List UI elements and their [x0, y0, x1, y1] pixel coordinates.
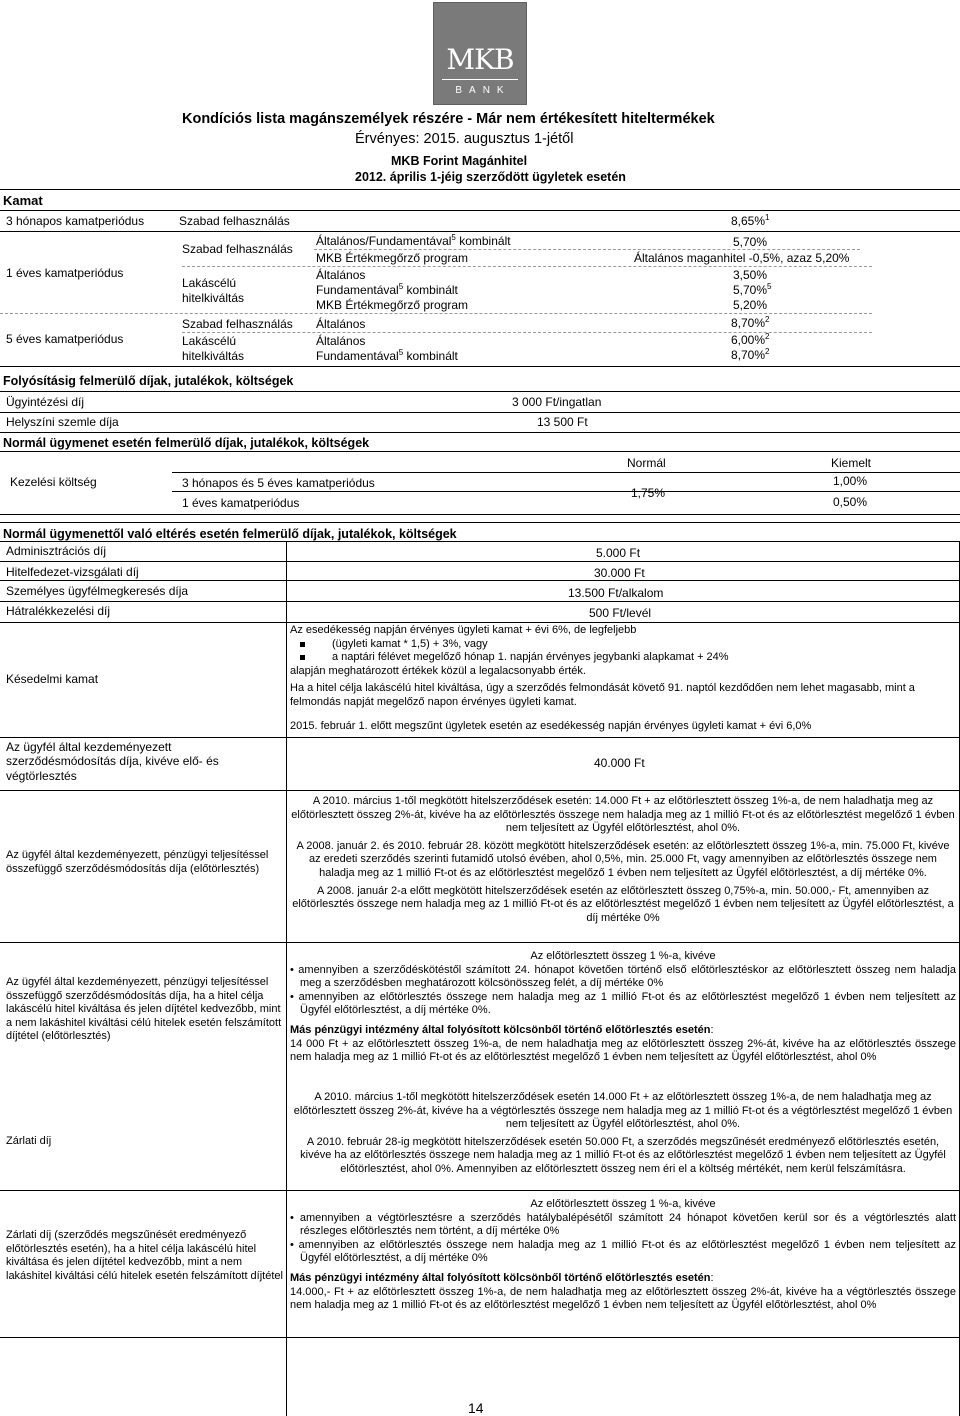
product-name: MKB Forint Magánhitel [391, 154, 528, 168]
housing-label-1a: Lakáscélú [182, 276, 237, 290]
close2-bullet-2: • amennyiben az előtörlesztés összege nem haladja meg az 1 millió Ft-ot és az előtörlesztést megelőző 1 évben nem teljesített az Ügyfél előtörlesztést, a díj mértéke 0% [290, 1238, 956, 1265]
prepay-fee-label: Az ügyfél által kezdeményezett, pénzügyi teljesítéssel összefüggő szerződésmódosítás díja (előtörlesztés) [6, 849, 269, 875]
survey-fee-label: Helyszíni szemle díja [6, 415, 119, 429]
closing-fee-detail [290, 1091, 956, 1177]
closing-refi-detail [290, 1198, 956, 1313]
handling-fee-label: Kezelési költség [10, 475, 97, 489]
cover-fee-value: 30.000 Ft [594, 566, 645, 580]
close2-bold-line: Más pénzügyi intézmény által folyósított kölcsönből történő előtörlesztés esetén: [290, 1271, 714, 1284]
modify-fee-label: Az ügyfél által kezdeményezett szerződésmódosítás díja, kivéve elő- és végtörlesztés [6, 740, 219, 783]
visit-fee-label: Személyes ügyfélmegkeresés díja [6, 584, 189, 598]
product-scope: 2012. április 1-jéig szerződött ügyletek esetén [355, 170, 626, 184]
handling-normal-value: 1,75% [631, 486, 666, 500]
closing-refi-label: Zárlati díj (szerződés megszűnését eredményező előtörlesztés esetén), ha a hitel célja lakáscélú hitel kiváltása és jelen díjtétel kedvezőbb, mint a nem lakáshitel kiváltási célú hitelek esetén felszámított díjtétel [6, 1229, 283, 1282]
arrears-fee-value: 500 Ft/levél [589, 606, 652, 620]
deviation-fees-heading: Normál ügymenettől való eltérés esetén felmerülő díjak, jutalékok, költségek [3, 527, 457, 541]
handling-row2-highlight: 0,50% [833, 495, 868, 509]
prepay-p2: A 2008. január 2. és 2010. február 28. között megkötött hitelszerződések esetén: az előtörlesztett összeg 1%-a, min. 75.000 Ft, kivéve az eredeti szerződés szerinti futamidő utolsó évében, ahol 0,5%, min. 25.000 Ft, vagy amennyiben az előtörlesztés összege nem haladja meg az 1 millió Ft-ot és az előtörlesztést megelőző 1 évben nem teljesített az Ügyfél előtörlesztést, a díj mértéke 0%. [296, 839, 950, 879]
refi-prepay-label: Az ügyfél által kezdeményezett, pénzügyi teljesítéssel összefüggő szerződésmódosítás díja, ha a hitel célja lakáscélú hitel kiváltása és jelen díjtétel kedvezőbb, mint a nem lakáshitel kiváltási célú hitelek esetén felszámított díjtétel (előtörlesztés) [6, 976, 282, 1042]
cover-fee-label: Hitelfedezet-vizsgálati díj [6, 565, 139, 579]
close-p2: A 2010. február 28-ig megkötött hitelszerződések esetén 50.000 Ft, a szerződés megszűnését eredményező előtörlesztés esetén, kivéve ha az előtörlesztés összege nem haladja meg az 1 millió Ft-ot és az előtörlesztést megelőző 1 évben nem teljesített az Ügyfél előtörlesztést, ahol 0%. Amennyiben az előtörlesztett összeg nem éri el a költség mértékét, nem kerül felszámításra. [300, 1135, 946, 1175]
close2-bullet-1: • amennyiben a végtörlesztésre a szerződés hatálybalépésétől számított 24 hónapot követően kerül sor és a végtörlesztés alatt részleges előtörlesztés nem történt, a díj mértéke 0% [290, 1211, 956, 1238]
late-p2: alapján meghatározott értékek közül a legalacsonyabb érték. [290, 664, 586, 677]
col-normal-header: Normál [627, 456, 666, 470]
handling-row2-period: 1 éves kamatperiódus [182, 496, 300, 510]
late-bullet-1: (ügyleti kamat * 1,5) + 3%, vagy [290, 638, 956, 652]
refi-p2: 14 000 Ft + az előtörlesztett összeg 1%-a, de nem haladhatja meg az előtörlesztett összeg 2%-át, kivéve ha az előtörlesztés összege nem haladja meg az 1 millió Ft-ot és az előtörlesztést megelőző 1 évben nem teljesített az Ügyfél előtörlesztést, ahol 0% [290, 1037, 956, 1064]
late-bullet-2: a naptári félévet megelőző hónap 1. napján érvényes jegybanki alapkamat + 24% [290, 651, 956, 665]
late-p4: 2015. február 1. előtt megszűnt ügyletek esetén az esedékesség napján érvényes ügyleti kamat + évi 6,0% [290, 719, 812, 732]
housing-label-2b: hitelkiváltás [182, 349, 245, 363]
rate-type-r9: Fundamentával$^5$ kombinált [316, 348, 458, 363]
row-3month-purpose: Szabad felhasználás [179, 214, 290, 228]
rate-value-r4: 3,50% [733, 268, 768, 282]
logo-brand: MKB [446, 43, 514, 76]
refi-prepay-detail [290, 950, 956, 1065]
prepay-p3: A 2008. január 2-a előtt megkötött hitelszerződések esetén az előtörlesztett összeg 0,75%-a, min. 50.000,- Ft, amennyiben az előtörlesztés összege nem haladja meg az 1 millió Ft-ot és az előtörlesztést megelőző 1 évben nem teljesített az Ügyfél előtörlesztést, a díj mértéke 0% [292, 884, 954, 924]
visit-fee-value: 13.500 Ft/alkalom [568, 586, 664, 600]
rate-value-r8: 6,00%$^2$ [731, 332, 770, 347]
one-year-period-label: 1 éves kamatperiódus [6, 266, 124, 280]
free-use-label-1: Szabad felhasználás [182, 242, 293, 256]
logo-subtitle: BANK [455, 85, 511, 96]
admin-fee-value: 3 000 Ft/ingatlan [512, 395, 602, 409]
prepay-p1: A 2010. március 1-től megkötött hitelszerződések esetén: 14.000 Ft + az előtörlesztett összeg 1%-a, de nem haladhatja meg az előtörlesztett összeg 2%-át, kivéve ha az előtörlesztés összege nem haladja meg az 1 millió Ft-ot és az előtörlesztést megelőző 1 évben nem teljesített az Ügyfél előtörlesztést, ahol 0%. [291, 795, 955, 835]
rate-type-r3: MKB Értékmegőrző program [316, 251, 469, 265]
interest-heading: Kamat [3, 193, 43, 208]
row-3month-rate: 8,65%$^1$ [731, 213, 770, 228]
rate-type-r4: Általános [316, 268, 366, 282]
rate-type-r8: Általános [316, 334, 366, 348]
normal-fees-heading: Normál ügymenet esetén felmerülő díjak, jutalékok, költségek [3, 436, 370, 450]
rate-type-r7: Általános [316, 317, 366, 331]
prepay-fee-detail [290, 795, 956, 925]
refi-p1: Az előtörlesztett összeg 1 %-a, kivéve [530, 950, 716, 962]
admin-fee2-value: 5.000 Ft [596, 546, 641, 560]
admin-fee2-label: Adminisztrációs díj [6, 544, 107, 558]
housing-label-1b: hitelkiváltás [182, 291, 245, 305]
rate-note-r3: Általános maganhitel -0,5%, azaz 5,20% [634, 251, 850, 265]
handling-row1-highlight: 1,00% [833, 474, 868, 488]
five-year-period-label: 5 éves kamatperiódus [6, 332, 124, 346]
rate-value-r9: 8,70%$^2$ [731, 347, 770, 362]
page-number: 14 [468, 1400, 484, 1416]
arrears-fee-label: Hátralékkezelési díj [6, 604, 111, 618]
housing-label-2a: Lakáscélú [182, 334, 237, 348]
rate-value-r2: 5,70% [733, 235, 768, 249]
late-interest-detail [290, 624, 956, 733]
rate-type-r5: Fundamentával$^5$ kombinált [316, 282, 458, 297]
rate-type-r2: Általános/Fundamentával$^5$ kombinált [316, 233, 511, 248]
rate-value-r6: 5,20% [733, 298, 768, 312]
refi-bold-line: Más pénzügyi intézmény által folyósított kölcsönből történő előtörlesztés esetén: [290, 1023, 714, 1036]
upfront-fees-heading: Folyósításig felmerülő díjak, jutalékok, költségek [3, 374, 294, 388]
close2-p1: Az előtörlesztett összeg 1 %-a, kivéve [530, 1198, 716, 1210]
admin-fee-label: Ügyintézési díj [6, 395, 85, 409]
free-use-label-2: Szabad felhasználás [182, 317, 293, 331]
col-highlight-header: Kiemelt [831, 456, 872, 470]
rate-value-r5: 5,70%$^5$ [733, 282, 772, 297]
page-title: Kondíciós lista magánszemélyek részére - Már nem értékesített hiteltermékek [182, 111, 715, 127]
handling-row1-period: 3 hónapos és 5 éves kamatperiódus [182, 476, 375, 490]
mkb-bank-logo [433, 2, 527, 105]
modify-fee-value: 40.000 Ft [594, 756, 645, 770]
late-interest-label: Késedelmi kamat [6, 672, 99, 686]
closing-fee-label: Zárlati díj [6, 1135, 52, 1147]
rate-type-r6: MKB Értékmegőrző program [316, 298, 469, 312]
row-3month-period: 3 hónapos kamatperiódus [6, 214, 145, 228]
validity-date: Érvényes: 2015. augusztus 1-jétől [355, 131, 574, 147]
refi-bullet-2: • amennyiben az előtörlesztés összege nem haladja meg az 1 millió Ft-ot és az előtörlesztést megelőző 1 évben nem teljesített az Ügyfél előtörlesztést, a díj mértéke 0%. [290, 990, 956, 1017]
rate-value-r7: 8,70%$^2$ [731, 315, 770, 330]
late-p1: Az esedékesség napján érvényes ügyleti kamat + évi 6%, de legfeljebb [290, 624, 637, 636]
close-p1: A 2010. március 1-től megkötött hitelszerződések esetén 14.000 Ft + az előtörlesztett összeg 1%-a, de nem haladhatja meg az előtörlesztett összeg 2%-át, kivéve ha a végtörlesztés összege nem haladja meg az 1 millió Ft-ot és a végtörlesztést megelőző 1 évben nem teljesített az Ügyfél előtörlesztést, ahol 0%. [293, 1091, 953, 1131]
close2-p2: 14.000,- Ft + az előtörlesztett összeg 1%-a, de nem haladhatja meg az előtörlesztett összeg 2%-át, kivéve ha a végtörlesztés összege nem haladja meg az 1 millió Ft-ot és az előtörlesztést megelőző 1 évben nem teljesített az Ügyfél előtörlesztést, ahol 0% [290, 1285, 956, 1312]
survey-fee-value: 13 500 Ft [537, 415, 588, 429]
late-p3: Ha a hitel célja lakáscélú hitel kiváltása, úgy a szerződés felmondását követő 91. naptól kezdődően nem lehet magasabb, mint a felmondás napját megelőző napon érvényes ügyleti kamat. [290, 682, 915, 708]
refi-bullet-1: • amennyiben a szerződéskötéstől számított 24. hónapot követően történő első előtörlesztéskor az előtörlesztett összeg nem haladja meg a szerződésben meghatározott kölcsönösszeg felét, a díj mértéke 0% [290, 963, 956, 990]
